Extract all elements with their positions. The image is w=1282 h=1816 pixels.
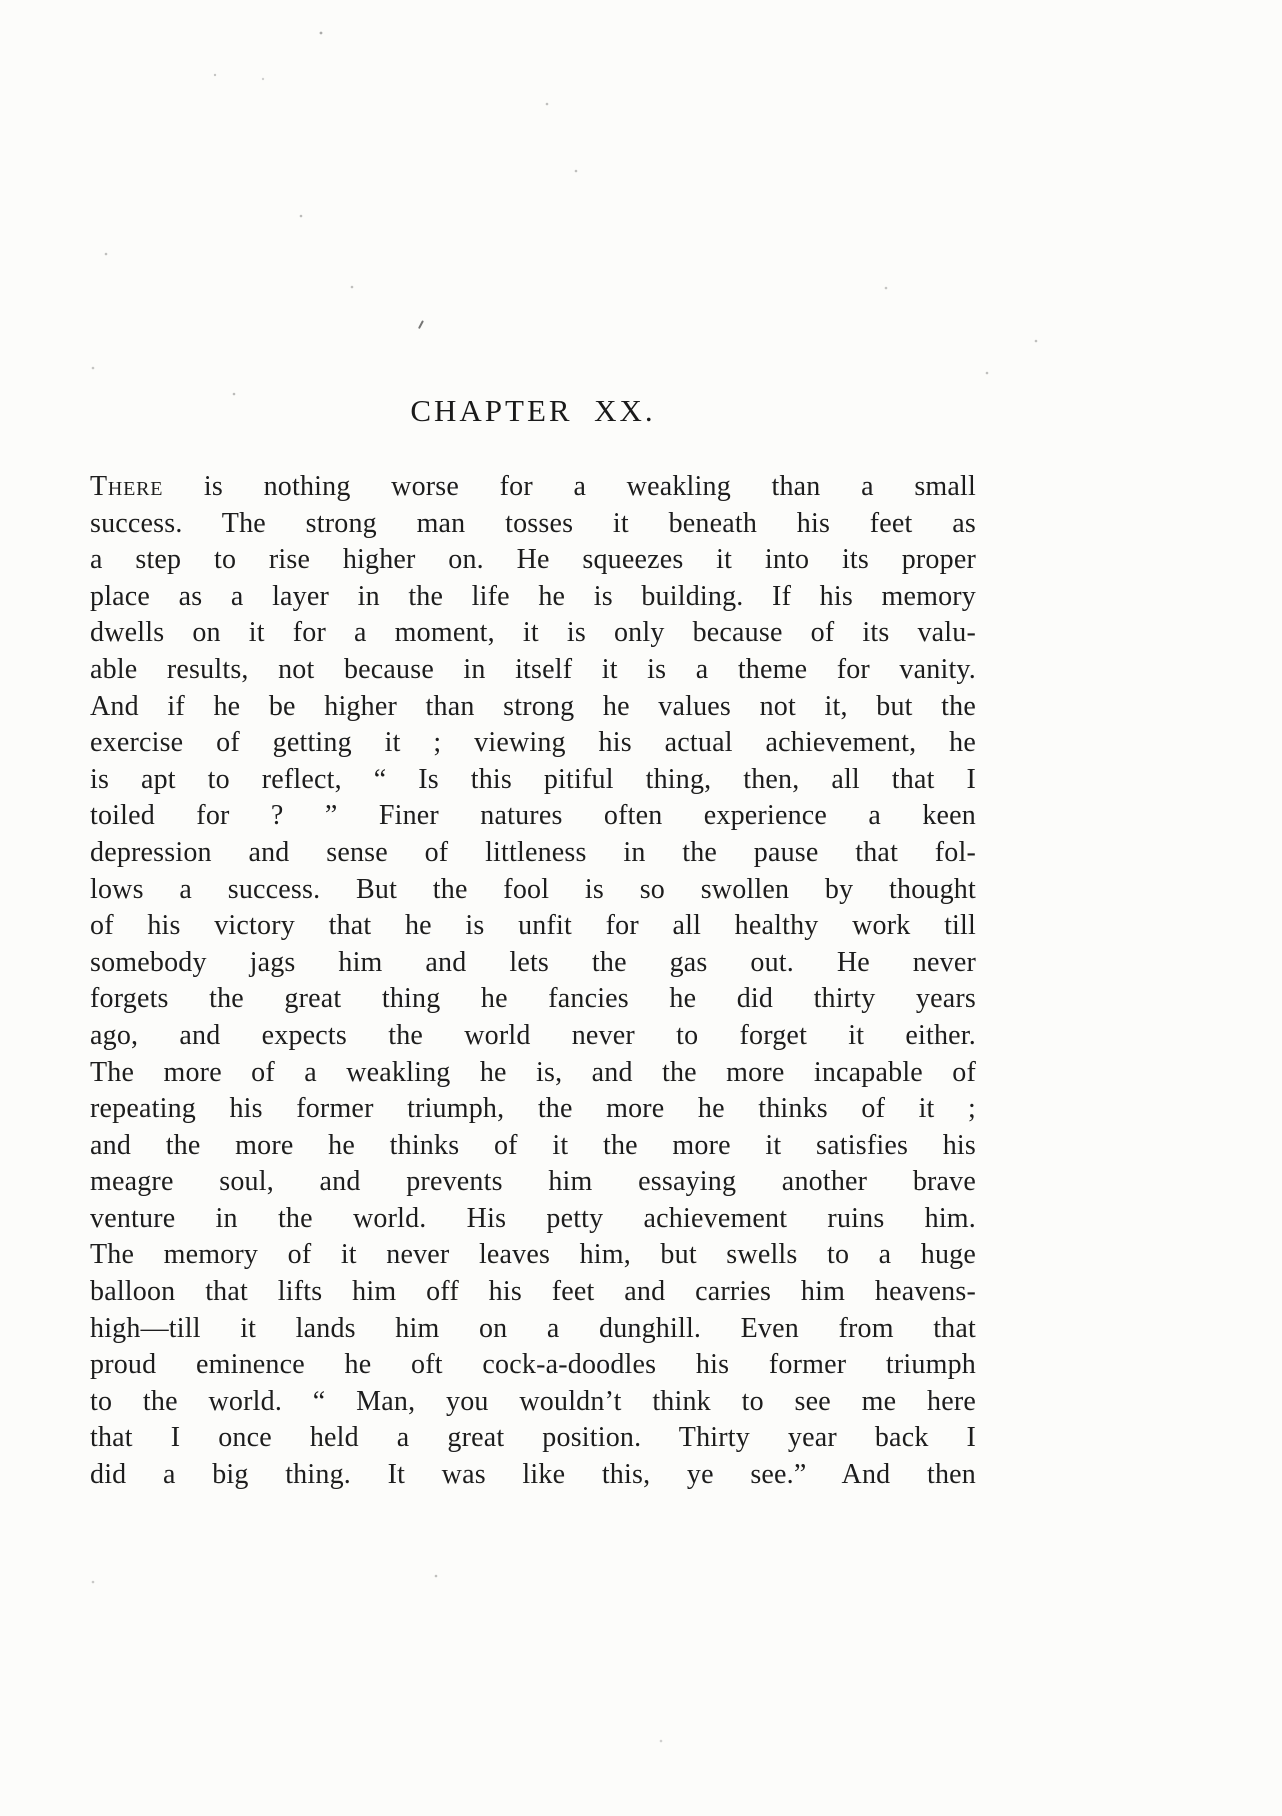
paragraph-line: dwells on it for a moment, it is only because of its valu- (90, 617, 976, 649)
paragraph-line: did a big thing. It was like this, ye see.” And then (90, 1459, 976, 1491)
paragraph-line: ago, and expects the world never to forget it either. (90, 1019, 976, 1051)
paragraph-line: a step to rise higher on. He squeezes it into its proper (90, 544, 976, 576)
paragraph (90, 469, 976, 1494)
paragraph-line: that I once held a great position. Thirty year back I (90, 1422, 976, 1454)
paragraph-line: and the more he thinks of it the more it satisfies his (90, 1129, 976, 1161)
paragraph-line: venture in the world. His petty achievement ruins him. (90, 1202, 976, 1234)
paragraph-line: proud eminence he oft cock-a-doodles his former triumph (90, 1349, 976, 1381)
paragraph-line: balloon that lifts him off his feet and carries him heavens- (90, 1276, 976, 1308)
scan-specks (0, 0, 2, 2)
opening-word-smallcaps: There (90, 471, 164, 502)
paragraph-line: The memory of it never leaves him, but swells to a huge (90, 1239, 976, 1271)
paragraph-line: high—till it lands him on a dunghill. Even from that (90, 1312, 976, 1344)
first-line-rest: is nothing worse for a weakling than a small (163, 471, 976, 502)
paragraph-line: lows a success. But the fool is so swollen by thought (90, 873, 976, 905)
paragraph-line-first (90, 469, 976, 506)
paragraph-line: place as a layer in the life he is building. If his memory (90, 580, 976, 612)
paragraph-line: repeating his former triumph, the more he thinks of it ; (90, 1093, 976, 1125)
paragraph-line: exercise of getting it ; viewing his actual achievement, he (90, 727, 976, 759)
paragraph-line: The more of a weakling he is, and the more incapable of (90, 1056, 976, 1088)
paragraph-line: is apt to reflect, “ Is this pitiful thing, then, all that I (90, 763, 976, 795)
paragraph-line: able results, not because in itself it is a theme for vanity. (90, 653, 976, 685)
paragraph-line: depression and sense of littleness in the pause that fol- (90, 836, 976, 868)
paragraph-line: success. The strong man tosses it beneath his feet as (90, 507, 976, 539)
chapter-heading: CHAPTER XX. (410, 393, 656, 428)
paragraph-line: toiled for ? ” Finer natures often experience a keen (90, 800, 976, 832)
paragraph-line: of his victory that he is unfit for all healthy work till (90, 910, 976, 942)
book-page (90, 0, 976, 1494)
paragraph-line: meagre soul, and prevents him essaying another brave (90, 1166, 976, 1198)
paragraph-line: And if he be higher than strong he values not it, but the (90, 690, 976, 722)
paragraph-line: forgets the great thing he fancies he did thirty years (90, 983, 976, 1015)
paragraph-line: somebody jags him and lets the gas out. He never (90, 946, 976, 978)
paragraph-line: to the world. “ Man, you wouldn’t think to see me here (90, 1385, 976, 1417)
